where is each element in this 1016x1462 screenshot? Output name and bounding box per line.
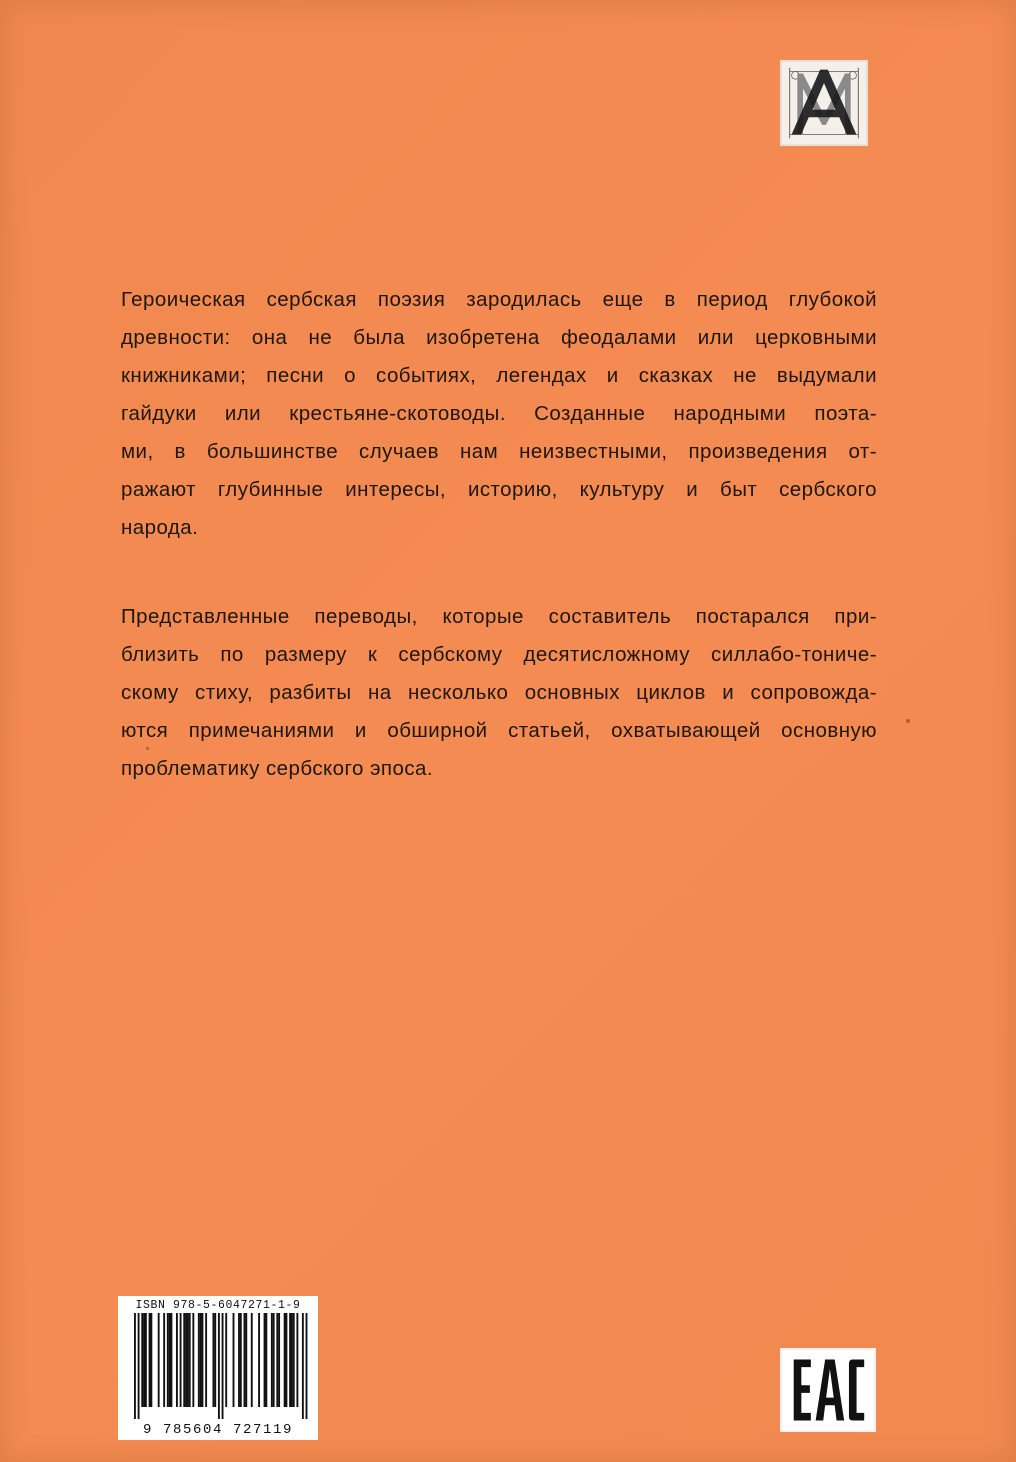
barcode-bar	[296, 1313, 298, 1407]
annotation-paragraph-1	[121, 281, 877, 547]
barcode-bar	[134, 1313, 136, 1419]
paragraph-1-line: народа.	[121, 516, 199, 539]
barcode-bar	[245, 1313, 247, 1407]
paragraph-2-line: ются примечаниями и обширной статьей, охватывающей основную	[121, 719, 877, 742]
barcode-bar	[176, 1313, 178, 1407]
print-speck	[146, 747, 149, 750]
barcode-bar	[258, 1313, 260, 1407]
barcode-bar	[240, 1313, 242, 1407]
barcode-icon	[124, 1313, 312, 1423]
ean-digits: 9 785604 727119	[142, 1422, 294, 1438]
barcode-bar	[149, 1313, 151, 1407]
barcode-bar	[286, 1313, 288, 1407]
barcode-bar	[225, 1313, 227, 1407]
isbn-barcode	[118, 1296, 318, 1440]
barcode-bar	[145, 1313, 147, 1407]
paragraph-1-line: древности: она не была изобретена феодалами или церковными	[121, 326, 877, 349]
annotation-paragraph-2	[121, 598, 877, 788]
paragraph-1-line: гайдуки или крестьяне-скотоводы. Созданные народными поэта-	[121, 402, 877, 425]
barcode-bar	[192, 1313, 194, 1407]
paragraph-2-line: близить по размеру к сербскому десятисложному силлабо-тониче-	[121, 643, 877, 666]
barcode-bar	[273, 1313, 275, 1407]
isbn-label: ISBN 978-5-6047271-1-9	[135, 1299, 301, 1312]
barcode-bar	[271, 1313, 273, 1407]
paragraph-2-line: скому стиху, разбиты на несколько основных циклов и сопровожда-	[121, 681, 877, 704]
paragraph-1-line: книжниками; песни о событиях, легендах и сказках не выдумали	[121, 364, 877, 387]
barcode-bar	[205, 1313, 207, 1407]
barcode-bar	[212, 1313, 214, 1407]
barcode-bar	[141, 1313, 143, 1407]
paragraph-1-line: ражают глубинные интересы, историю, культуру и быт сербского	[121, 478, 877, 501]
barcode-bar	[180, 1313, 182, 1407]
barcode-bar	[278, 1313, 280, 1407]
publisher-logo-icon	[780, 60, 868, 146]
barcode-bar	[238, 1313, 240, 1407]
barcode-bar	[233, 1313, 235, 1407]
barcode-bar	[264, 1313, 266, 1407]
barcode-bar	[150, 1313, 152, 1407]
barcode-bar	[276, 1313, 278, 1407]
paragraph-2-line: проблематику сербского эпоса.	[121, 757, 434, 780]
barcode-bar	[251, 1313, 253, 1407]
barcode-bar	[187, 1313, 189, 1407]
barcode-bar	[138, 1313, 140, 1419]
barcode-bar	[302, 1313, 304, 1419]
barcode-bar	[200, 1313, 202, 1407]
barcode-bar	[265, 1313, 267, 1407]
barcode-bar	[291, 1313, 293, 1407]
print-speck	[906, 719, 910, 723]
barcode-bar	[244, 1313, 246, 1407]
barcode-bar	[171, 1313, 173, 1407]
barcode-bar	[218, 1313, 220, 1419]
barcode-bar	[167, 1313, 169, 1407]
barcode-bar	[289, 1313, 291, 1407]
barcode-bar	[185, 1313, 187, 1407]
eac-mark-icon	[780, 1348, 876, 1432]
barcode-bar	[169, 1313, 171, 1407]
paragraph-1-line: Героическая сербская поэзия зародилась еще в период глубокой	[121, 288, 877, 311]
barcode-bar	[158, 1313, 160, 1407]
barcode-bar	[293, 1313, 295, 1407]
barcode-bar	[306, 1313, 308, 1419]
paragraph-2-line: Представленные переводы, которые составитель постарался при-	[121, 605, 877, 628]
barcode-bar	[198, 1313, 200, 1407]
paragraph-1-line: ми, в большинстве случаев нам неизвестными, произведения от-	[121, 440, 877, 463]
barcode-bar	[183, 1313, 185, 1407]
barcode-bar	[284, 1313, 286, 1407]
barcode-bar	[189, 1313, 191, 1407]
barcode-bar	[202, 1313, 204, 1407]
barcode-bar	[143, 1313, 145, 1407]
barcode-bar	[163, 1313, 165, 1407]
barcode-bar	[222, 1313, 224, 1419]
barcode-bar	[214, 1313, 216, 1407]
